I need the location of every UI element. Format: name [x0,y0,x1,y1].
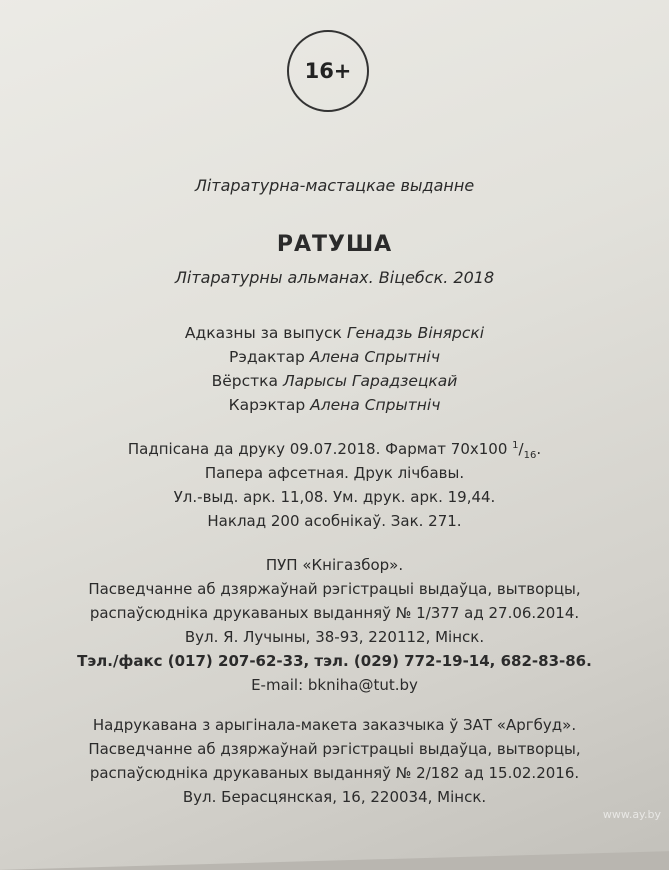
credit-editor-in-charge: Адказны за выпуск Генадзь Вінярскі [184,324,485,342]
print-paper: Папера афсетная. Друк лічбавы. [204,464,465,482]
credit-proofreader: Карэктар Алена Спрытніч [228,396,441,414]
credit-layout: Вёрстка Ларысы Гарадзецкай [211,372,458,390]
age-rating-badge: 16+ [287,30,369,112]
publisher-cert-1: Пасведчанне аб дзяржаўнай рэгістрацыі выдаўца, вытворцы, [88,580,581,598]
printer-address: Вул. Берасцянская, 16, 220034, Мінск. [182,788,487,806]
print-signed-format: Падпісана да друку 09.07.2018. Фармат 70х100 $^1/_{16}$. [127,440,542,461]
print-sheets: Ул.-выд. арк. 11,08. Ум. друк. арк. 19,44. [173,488,496,506]
publisher-cert-2: распаўсюдніка друкаваных выданняў № 1/377 ад 27.06.2014. [89,604,580,622]
printer-line-1: Надрукавана з арыгінала-макета заказчыка ў ЗАТ «Аргбуд». [92,716,577,734]
publisher-address: Вул. Я. Лучыны, 38-93, 220112, Мінск. [184,628,485,646]
printer-line-3: распаўсюдніка друкаваных выданняў № 2/182 ад 15.02.2016. [89,764,580,782]
edition-type: Літаратурна-мастацкае выданне [194,176,475,195]
book-subtitle: Літаратурны альманах. Віцебск. 2018 [174,268,495,287]
book-title: РАТУША [276,232,393,257]
print-run: Наклад 200 асобнікаў. Зак. 271. [207,512,462,530]
publisher-name: ПУП «Кнігазбор». [265,556,404,574]
publisher-phone: Тэл./факс (017) 207-62-33, тэл. (029) 772-19-14, 682-83-86. [77,652,592,670]
credit-editor: Рэдактар Алена Спрытніч [228,348,441,366]
watermark: www.ay.by [602,808,661,821]
publisher-email: E-mail: bkniha@tut.by [251,676,418,694]
printer-line-2: Пасведчанне аб дзяржаўнай рэгістрацыі выдаўца, вытворцы, [88,740,581,758]
